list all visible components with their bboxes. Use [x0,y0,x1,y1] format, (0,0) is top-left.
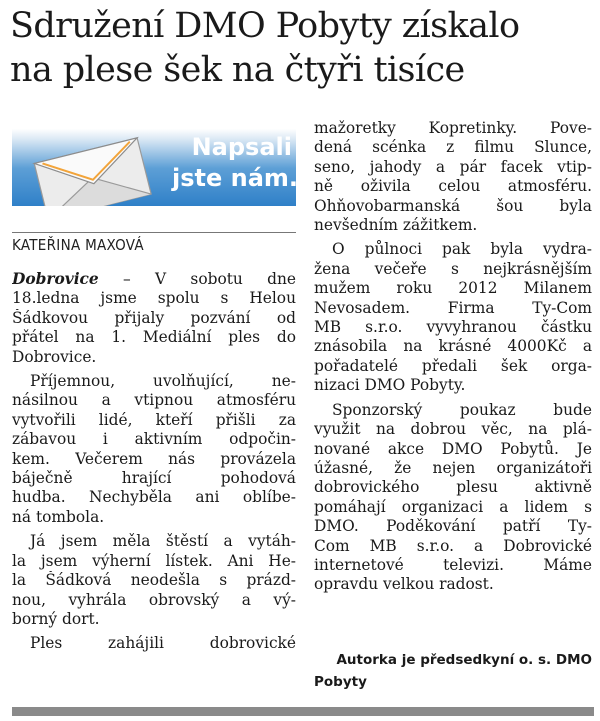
banner-title [172,132,317,194]
column-left [12,270,296,654]
text-line: mažoretky Kopretinky. Pove- [314,119,592,137]
letters-banner [12,122,317,206]
text-line: nované akce DMO Pobytů. Je [314,439,592,458]
text-line: internetové televizi. Máme [314,555,592,574]
text-line: Já jsem měla štěstí a vytáh- [30,532,296,551]
author-signature [314,649,592,693]
text-line: hudba. Nechyběla ani oblíbe- [12,488,296,507]
text-line: DMO. Poděkování patří Ty- [314,517,592,536]
text-line: nevšedním zážitkem. [314,216,478,235]
text-line: využit na dobrou věc, na plá- [314,420,592,439]
headline-line-1: Sdružení DMO Pobyty získalo [10,6,520,46]
text-line: dobrovického plesu aktivně [314,478,592,497]
text-line: seno, jahody a pár facek vtip- [314,157,592,176]
text-line: žena večeře s nejkrásnějším [314,259,592,278]
text-line: Dobrovice. [12,347,97,366]
text-line: Sponzorský poukaz bude [332,400,592,419]
envelope-icon [16,122,166,206]
footer-rule [12,707,594,716]
text-line: úžasné, že nejen organizátoři [314,458,592,477]
text-line: pořadatelé předali šek orga- [314,356,592,375]
banner-line-1: Napsali [191,133,292,161]
text-line: Dobrovice – V sobotu dne [12,270,296,288]
text-line: nou, vyhrála obrovský a vý- [12,590,296,609]
text-line: opravdu velkou radost. [314,575,494,594]
headline-line-2: na plese šek na čtyři tisíce [10,50,465,90]
text-line: mužem roku 2012 Milanem [314,279,592,298]
text-line: MB s.r.o. vyvyhranou částku [314,318,592,337]
article-headline [10,4,595,92]
text-line: Ples zahájili dobrovické [30,634,296,653]
text-line: Nevosadem. Firma Ty-Com [314,298,592,317]
text-line: la Šádková neodešla s prázd- [12,571,296,590]
text-line: zábavou i aktivním odpočin- [12,430,296,449]
text-line: přátel na 1. Mediální ples do [12,328,296,347]
text-line: la jsem výherní lístek. Ani He- [12,551,296,570]
text-line: Šádkovou přijaly pozvání od [12,308,296,327]
banner-line-2: jste nám... [172,164,317,192]
text-line: pomáhají organizaci a lidem s [314,497,592,516]
text-line: Ohňovobarmanská šou byla [314,196,592,215]
text-line: Příjemnou, uvolňující, ne- [30,372,296,391]
text-line: vytvořili lidé, kteří přišli za [12,410,296,429]
text-line: O půlnoci pak byla vydra- [332,240,592,259]
text-line: nizaci DMO Pobyty. [314,376,466,395]
dateline: Dobrovice [12,270,99,288]
text-line: násilnou a vtipnou atmosféru [12,391,296,410]
signature-line-1: Autorka je předsedkyní o. s. DMO [336,652,592,668]
text-line: Com MB s.r.o. a Dobrovické [314,536,592,555]
text-line: dená scénka z filmu Slunce, [314,138,592,157]
text-line: ně oživila celou atmosféru. [314,177,592,196]
text-line: báječně hrající pohodová [12,469,296,488]
text-line: borný dort. [12,609,100,628]
text-line: 18.ledna jsme spolu s Helou [12,289,296,308]
column-right [314,119,592,595]
signature-line-2: Pobyty [314,674,367,690]
article-author: KATEŘINA MAXOVÁ [12,232,296,254]
text-line: kem. Večerem nás provázela [12,449,296,468]
text-line: znásobila na krásné 4000Kč a [314,337,592,356]
text-line: ná tombola. [12,507,105,526]
